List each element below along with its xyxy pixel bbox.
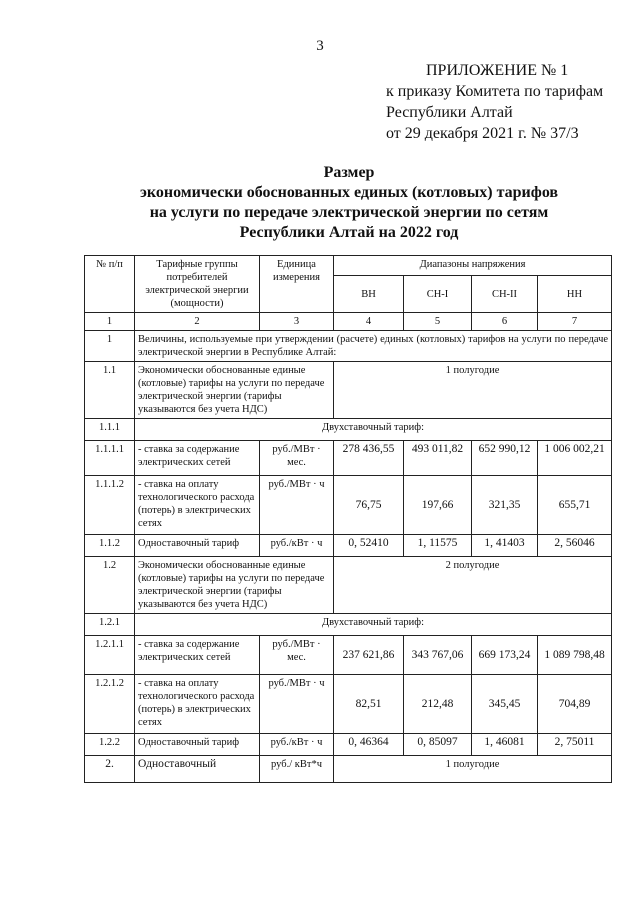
header-row	[85, 256, 612, 276]
heading-line-2: экономически обоснованных единых (котловых) тарифов	[139, 184, 559, 201]
row-unit: руб./МВт · мес.	[260, 441, 334, 476]
value-nn: 1 089 798,48	[538, 636, 612, 675]
table-row	[85, 476, 612, 535]
value-sn1: 493 011,82	[404, 441, 472, 476]
header-unit: Единица измерения	[260, 256, 334, 313]
header-ranges: Диапазоны напряжения	[334, 256, 612, 276]
value-sn2: 652 990,12	[472, 441, 538, 476]
header-vn: ВН	[334, 276, 404, 313]
value-sn2: 345,45	[472, 675, 538, 734]
row-unit: руб./МВт · мес.	[260, 636, 334, 675]
colnum-4: 4	[334, 313, 404, 331]
row-text: Одноставочный	[135, 756, 260, 783]
header-nn: НН	[538, 276, 612, 313]
value-nn: 2, 56046	[538, 535, 612, 557]
value-sn1: 1, 11575	[404, 535, 472, 557]
row-text: Двухставочный тариф:	[135, 419, 612, 441]
table-row	[85, 675, 612, 734]
colnum-6: 6	[472, 313, 538, 331]
value-sn2: 321,35	[472, 476, 538, 535]
row-num: 1.1.1.2	[85, 476, 135, 535]
row-unit: руб./кВт · ч	[260, 734, 334, 756]
table-row	[85, 614, 612, 636]
row-num: 1.2.1.2	[85, 675, 135, 734]
value-sn1: 343 767,06	[404, 636, 472, 675]
row-text: - ставка на оплату технологического расхода (потерь) в электрических сетях	[135, 476, 260, 535]
row-unit: руб./кВт · ч	[260, 535, 334, 557]
row-unit: руб./МВт · ч	[260, 476, 334, 535]
row-num: 1.1.2	[85, 535, 135, 557]
header-group: Тарифные группы потребителей электрической энергии (мощности)	[135, 256, 260, 313]
row-num: 1.1	[85, 362, 135, 419]
table-row	[85, 734, 612, 756]
appendix-line-3: от 29 декабря 2021 г. № 37/3	[386, 125, 579, 142]
heading-line-1: Размер	[323, 164, 375, 181]
value-sn1: 197,66	[404, 476, 472, 535]
row-text: Экономически обоснованные единые (котловые) тарифы на услуги по передаче электрической энергии (тарифы указываются без учета НДС)	[135, 557, 334, 614]
page-number: 3	[316, 38, 324, 54]
row-text: Величины, используемые при утверждении (расчете) единых (котловых) тарифов на услуги по передаче электрической энергии в Республике Алтай:	[135, 331, 612, 362]
row-text: - ставка на оплату технологического расхода (потерь) в электрических сетях	[135, 675, 260, 734]
table-row	[85, 535, 612, 557]
heading-line-4: Республики Алтай на 2022 год	[239, 224, 459, 241]
value-sn1: 0, 85097	[404, 734, 472, 756]
row-period: 2 полугодие	[334, 557, 612, 614]
document-heading	[0, 163, 640, 243]
row-text: Экономически обоснованные единые (котловые) тарифы на услуги по передаче электрической энергии (тарифы указываются без учета НДС)	[135, 362, 334, 419]
column-number-row	[85, 313, 612, 331]
row-num: 1.1.1.1	[85, 441, 135, 476]
value-vn: 76,75	[334, 476, 404, 535]
row-text: Двухставочный тариф:	[135, 614, 612, 636]
row-num: 1.2.2	[85, 734, 135, 756]
table-row	[85, 331, 612, 362]
colnum-3: 3	[260, 313, 334, 331]
appendix-title: ПРИЛОЖЕНИЕ № 1	[426, 62, 569, 79]
tariff-table	[84, 255, 612, 783]
value-nn: 1 006 002,21	[538, 441, 612, 476]
row-num: 1.2.1	[85, 614, 135, 636]
row-num: 1.1.1	[85, 419, 135, 441]
value-sn2: 1, 41403	[472, 535, 538, 557]
appendix-line-2: Республики Алтай	[386, 104, 513, 121]
header-sn1: СН-I	[404, 276, 472, 313]
row-text: Одноставочный тариф	[135, 535, 260, 557]
row-unit: руб./ кВт*ч	[260, 756, 334, 783]
row-text: Одноставочный тариф	[135, 734, 260, 756]
row-num: 1	[85, 331, 135, 362]
row-text: - ставка за содержание электрических сетей	[135, 636, 260, 675]
table-row	[85, 441, 612, 476]
row-period: 1 полугодие	[334, 362, 612, 419]
heading-line-3: на услуги по передаче электрической энергии по сетям	[149, 204, 549, 221]
header-num: № п/п	[85, 256, 135, 313]
value-sn1: 212,48	[404, 675, 472, 734]
colnum-5: 5	[404, 313, 472, 331]
row-num: 1.2.1.1	[85, 636, 135, 675]
value-vn: 237 621,86	[334, 636, 404, 675]
table-row	[85, 362, 612, 419]
table-row	[85, 557, 612, 614]
table-row	[85, 419, 612, 441]
colnum-1: 1	[85, 313, 135, 331]
value-sn2: 1, 46081	[472, 734, 538, 756]
row-period: 1 полугодие	[334, 756, 612, 783]
appendix-line-1: к приказу Комитета по тарифам	[386, 83, 604, 100]
appendix-block	[386, 60, 603, 144]
table-row	[85, 756, 612, 783]
row-num: 2.	[85, 756, 135, 783]
table-row	[85, 636, 612, 675]
header-sn2: СН-II	[472, 276, 538, 313]
value-nn: 655,71	[538, 476, 612, 535]
value-vn: 0, 52410	[334, 535, 404, 557]
value-vn: 82,51	[334, 675, 404, 734]
value-vn: 278 436,55	[334, 441, 404, 476]
value-sn2: 669 173,24	[472, 636, 538, 675]
row-unit: руб./МВт · ч	[260, 675, 334, 734]
value-vn: 0, 46364	[334, 734, 404, 756]
value-nn: 2, 75011	[538, 734, 612, 756]
colnum-7: 7	[538, 313, 612, 331]
row-num: 1.2	[85, 557, 135, 614]
row-text: - ставка за содержание электрических сетей	[135, 441, 260, 476]
colnum-2: 2	[135, 313, 260, 331]
value-nn: 704,89	[538, 675, 612, 734]
